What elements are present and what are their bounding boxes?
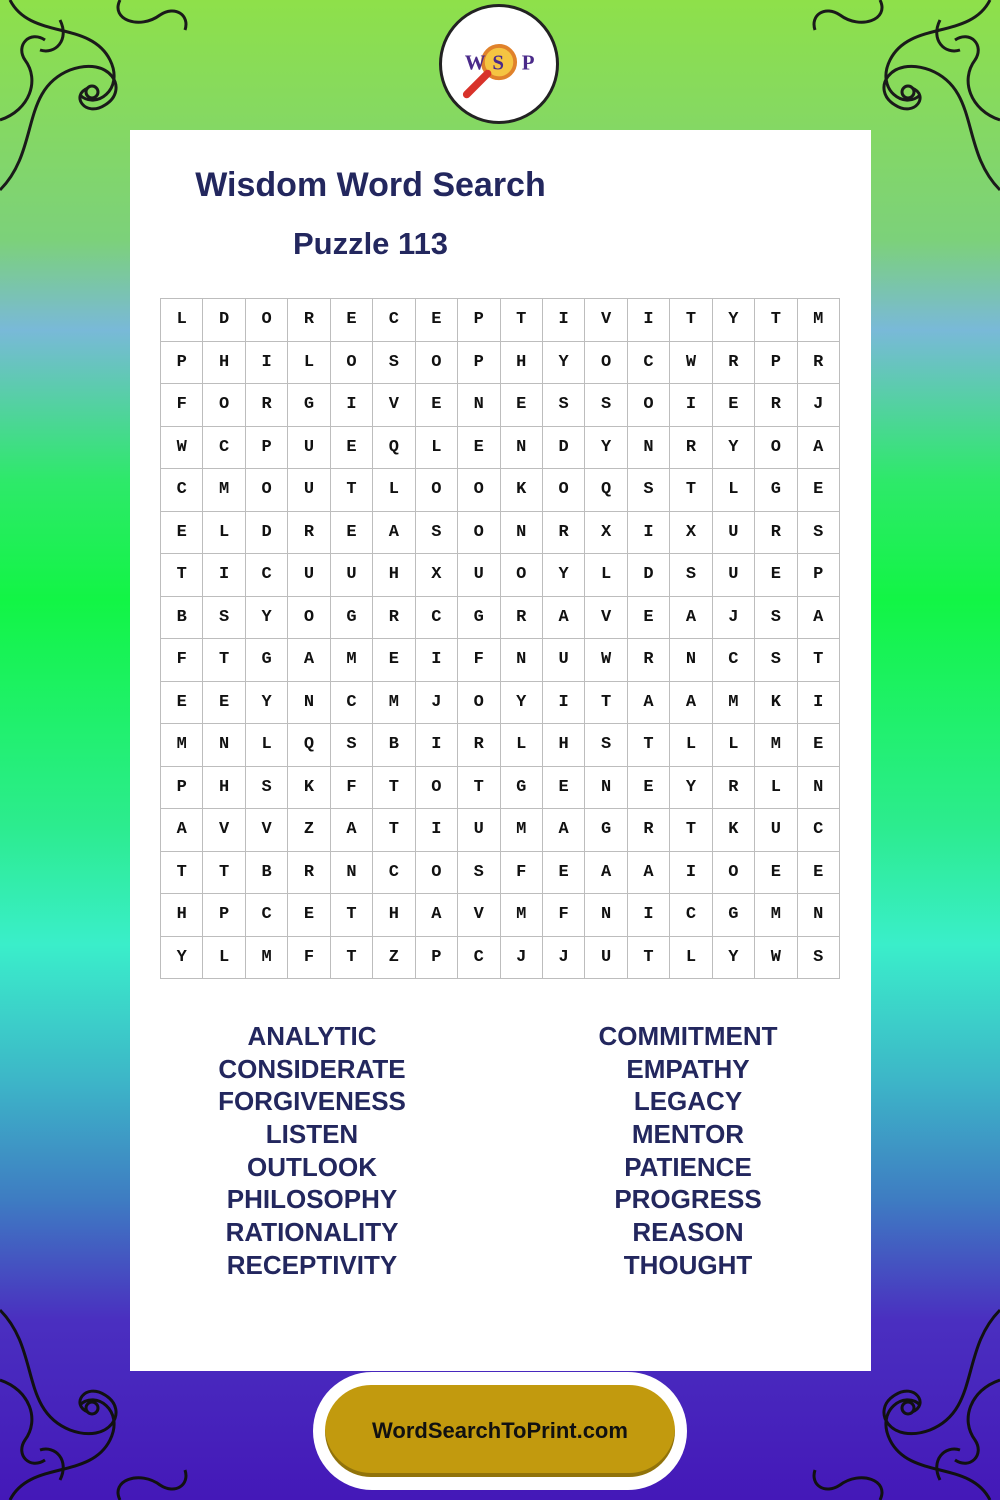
grid-cell[interactable]: Y [670, 766, 712, 809]
grid-cell[interactable]: E [797, 851, 839, 894]
grid-cell[interactable]: T [373, 809, 415, 852]
grid-cell[interactable]: M [500, 894, 542, 937]
grid-cell[interactable]: D [203, 299, 245, 342]
grid-cell[interactable]: E [373, 639, 415, 682]
grid-cell[interactable]: S [670, 554, 712, 597]
word-item: MENTOR [631, 1119, 745, 1150]
grid-cell[interactable]: P [797, 554, 839, 597]
grid-cell[interactable]: R [500, 596, 542, 639]
grid-cell[interactable]: H [161, 894, 203, 937]
grid-cell[interactable]: D [542, 426, 584, 469]
grid-cell[interactable]: T [627, 724, 669, 767]
grid-cell[interactable]: R [712, 766, 754, 809]
grid-cell[interactable]: T [585, 681, 627, 724]
grid-cell[interactable]: A [373, 511, 415, 554]
grid-cell[interactable]: N [330, 851, 372, 894]
grid-cell[interactable]: W [585, 639, 627, 682]
logo-letter-p: P [521, 50, 535, 75]
grid-cell[interactable]: W [161, 426, 203, 469]
grid-cell[interactable]: S [627, 469, 669, 512]
word-item: OUTLOOK [247, 1151, 377, 1182]
grid-cell[interactable]: S [755, 639, 797, 682]
grid-cell[interactable]: I [670, 384, 712, 427]
grid-cell[interactable]: C [670, 894, 712, 937]
grid-cell[interactable]: E [500, 384, 542, 427]
grid-cell[interactable]: C [627, 341, 669, 384]
grid-row [161, 554, 840, 597]
grid-cell[interactable]: E [542, 766, 584, 809]
grid-cell[interactable]: E [161, 511, 203, 554]
grid-cell[interactable]: V [245, 809, 287, 852]
grid-cell[interactable]: G [585, 809, 627, 852]
grid-row [161, 681, 840, 724]
grid-cell[interactable]: N [797, 766, 839, 809]
word-list-left [132, 1020, 492, 1282]
grid-cell[interactable]: N [203, 724, 245, 767]
grid-row [161, 766, 840, 809]
grid-cell[interactable]: C [415, 596, 457, 639]
grid-cell[interactable]: S [373, 341, 415, 384]
grid-cell[interactable]: T [161, 851, 203, 894]
grid-cell[interactable]: I [627, 894, 669, 937]
grid-cell[interactable]: U [288, 554, 330, 597]
grid-row [161, 426, 840, 469]
grid-cell[interactable]: O [245, 469, 287, 512]
grid-cell[interactable]: I [797, 681, 839, 724]
grid-cell[interactable]: O [330, 341, 372, 384]
grid-cell[interactable]: Y [712, 426, 754, 469]
grid-row [161, 724, 840, 767]
grid-cell[interactable]: F [288, 936, 330, 979]
grid-cell[interactable]: S [330, 724, 372, 767]
grid-cell[interactable]: L [585, 554, 627, 597]
grid-cell[interactable]: I [542, 299, 584, 342]
grid-cell[interactable]: V [203, 809, 245, 852]
grid-cell[interactable]: M [373, 681, 415, 724]
grid-cell[interactable]: Y [500, 681, 542, 724]
grid-cell[interactable]: P [161, 766, 203, 809]
grid-row [161, 384, 840, 427]
grid-cell[interactable]: R [373, 596, 415, 639]
word-item: CONSIDERATE [218, 1053, 406, 1084]
grid-cell[interactable]: A [415, 894, 457, 937]
grid-cell[interactable]: A [670, 596, 712, 639]
grid-cell[interactable]: U [458, 554, 500, 597]
grid-cell[interactable]: L [288, 341, 330, 384]
grid-cell[interactable]: H [542, 724, 584, 767]
grid-cell[interactable]: Y [712, 936, 754, 979]
grid-cell[interactable]: G [458, 596, 500, 639]
grid-cell[interactable]: C [712, 639, 754, 682]
grid-cell[interactable]: F [542, 894, 584, 937]
grid-cell[interactable]: M [712, 681, 754, 724]
grid-cell[interactable]: P [755, 341, 797, 384]
grid-cell[interactable]: G [712, 894, 754, 937]
grid-cell[interactable]: A [797, 596, 839, 639]
word-item: PHILOSOPHY [226, 1184, 398, 1215]
grid-cell[interactable]: Q [585, 469, 627, 512]
grid-cell[interactable]: E [203, 681, 245, 724]
grid-cell[interactable]: O [542, 469, 584, 512]
grid-cell[interactable]: J [500, 936, 542, 979]
word-item: ANALYTIC [247, 1021, 377, 1051]
grid-cell[interactable]: G [500, 766, 542, 809]
grid-cell[interactable]: E [542, 851, 584, 894]
grid-cell[interactable]: M [203, 469, 245, 512]
grid-cell[interactable]: R [458, 724, 500, 767]
grid-cell[interactable]: Q [288, 724, 330, 767]
grid-cell[interactable]: T [670, 469, 712, 512]
grid-cell[interactable]: H [373, 894, 415, 937]
grid-cell[interactable]: K [712, 809, 754, 852]
grid-cell[interactable]: O [203, 384, 245, 427]
grid-cell[interactable]: P [203, 894, 245, 937]
grid-row [161, 851, 840, 894]
grid-row [161, 299, 840, 342]
grid-cell[interactable]: A [670, 681, 712, 724]
grid-cell[interactable]: K [500, 469, 542, 512]
grid-cell[interactable]: Y [585, 426, 627, 469]
grid-cell[interactable]: T [203, 851, 245, 894]
grid-row [161, 894, 840, 937]
grid-cell[interactable]: D [627, 554, 669, 597]
grid-cell[interactable]: O [415, 766, 457, 809]
grid-cell[interactable]: J [797, 384, 839, 427]
grid-cell[interactable]: O [415, 851, 457, 894]
grid-cell[interactable]: Y [245, 681, 287, 724]
grid-cell[interactable]: C [203, 426, 245, 469]
grid-cell[interactable]: B [245, 851, 287, 894]
grid-cell[interactable]: L [203, 936, 245, 979]
grid-cell[interactable]: I [670, 851, 712, 894]
grid-cell[interactable]: Z [373, 936, 415, 979]
grid-cell[interactable]: E [330, 511, 372, 554]
grid-cell[interactable]: R [670, 426, 712, 469]
grid-cell[interactable]: J [712, 596, 754, 639]
grid-cell[interactable]: R [288, 851, 330, 894]
grid-cell[interactable]: F [330, 766, 372, 809]
grid-cell[interactable]: S [585, 724, 627, 767]
grid-cell[interactable]: A [627, 851, 669, 894]
grid-cell[interactable]: A [585, 851, 627, 894]
grid-cell[interactable]: T [458, 766, 500, 809]
word-item: REASON [632, 1217, 744, 1248]
grid-cell[interactable]: A [542, 596, 584, 639]
grid-cell[interactable]: R [627, 639, 669, 682]
grid-cell[interactable]: V [585, 596, 627, 639]
grid-cell[interactable]: J [542, 936, 584, 979]
grid-cell[interactable]: I [330, 384, 372, 427]
grid-cell[interactable]: I [415, 809, 457, 852]
grid-cell[interactable]: B [373, 724, 415, 767]
grid-cell[interactable]: O [458, 511, 500, 554]
word-item: RECEPTIVITY [226, 1249, 398, 1280]
word-item: PATIENCE [624, 1151, 752, 1182]
grid-cell[interactable]: U [712, 554, 754, 597]
grid-cell[interactable]: O [288, 596, 330, 639]
grid-cell[interactable]: E [797, 469, 839, 512]
puzzle-number: Puzzle 113 [292, 226, 449, 261]
grid-row [161, 511, 840, 554]
grid-cell[interactable]: W [755, 936, 797, 979]
grid-cell[interactable]: E [288, 894, 330, 937]
grid-cell[interactable]: L [500, 724, 542, 767]
grid-cell[interactable]: H [373, 554, 415, 597]
grid-cell[interactable]: U [330, 554, 372, 597]
grid-cell[interactable]: L [712, 724, 754, 767]
grid-cell[interactable]: X [670, 511, 712, 554]
grid-cell[interactable]: N [670, 639, 712, 682]
grid-cell[interactable]: L [245, 724, 287, 767]
grid-cell[interactable]: I [245, 341, 287, 384]
grid-cell[interactable]: A [330, 809, 372, 852]
grid-cell[interactable]: O [585, 341, 627, 384]
grid-cell[interactable]: T [330, 894, 372, 937]
grid-cell[interactable]: E [755, 851, 797, 894]
grid-cell[interactable]: A [797, 426, 839, 469]
grid-row [161, 639, 840, 682]
grid-cell[interactable]: G [245, 639, 287, 682]
grid-cell[interactable]: L [670, 936, 712, 979]
grid-cell[interactable]: U [288, 426, 330, 469]
grid-cell[interactable]: N [585, 894, 627, 937]
grid-cell[interactable]: E [797, 724, 839, 767]
word-item: LEGACY [633, 1086, 743, 1117]
grid-cell[interactable]: M [245, 936, 287, 979]
grid-cell[interactable]: M [755, 894, 797, 937]
grid-cell[interactable]: U [458, 809, 500, 852]
grid-cell[interactable]: M [330, 639, 372, 682]
grid-cell[interactable]: P [161, 341, 203, 384]
grid-cell[interactable]: Y [542, 341, 584, 384]
grid-cell[interactable]: P [458, 299, 500, 342]
grid-cell[interactable]: O [458, 681, 500, 724]
grid-cell[interactable]: U [288, 469, 330, 512]
grid-cell[interactable]: U [542, 639, 584, 682]
grid-cell[interactable]: J [415, 681, 457, 724]
grid-cell[interactable]: R [542, 511, 584, 554]
grid-cell[interactable]: T [670, 809, 712, 852]
grid-cell[interactable]: E [712, 384, 754, 427]
grid-cell[interactable]: A [161, 809, 203, 852]
grid-cell[interactable]: H [203, 766, 245, 809]
grid-cell[interactable]: G [288, 384, 330, 427]
grid-row [161, 596, 840, 639]
grid-cell[interactable]: Y [245, 596, 287, 639]
grid-cell[interactable]: V [373, 384, 415, 427]
grid-cell[interactable]: K [755, 681, 797, 724]
grid-cell[interactable]: V [458, 894, 500, 937]
grid-cell[interactable]: S [415, 511, 457, 554]
word-item: RATIONALITY [225, 1217, 399, 1248]
grid-cell[interactable]: H [203, 341, 245, 384]
grid-cell[interactable]: T [373, 766, 415, 809]
grid-cell[interactable]: L [373, 469, 415, 512]
grid-cell[interactable]: E [415, 299, 457, 342]
grid-cell[interactable]: R [627, 809, 669, 852]
grid-cell[interactable]: B [161, 596, 203, 639]
grid-cell[interactable]: T [330, 936, 372, 979]
grid-cell[interactable]: E [627, 766, 669, 809]
grid-cell[interactable]: I [627, 299, 669, 342]
grid-cell[interactable]: S [245, 766, 287, 809]
grid-cell[interactable]: X [585, 511, 627, 554]
grid-cell[interactable]: N [500, 511, 542, 554]
grid-cell[interactable]: R [288, 299, 330, 342]
grid-cell[interactable]: G [755, 469, 797, 512]
grid-cell[interactable]: L [203, 511, 245, 554]
grid-row [161, 341, 840, 384]
grid-cell[interactable]: O [458, 469, 500, 512]
grid-cell[interactable]: T [797, 639, 839, 682]
grid-cell[interactable]: N [627, 426, 669, 469]
grid-cell[interactable]: R [755, 384, 797, 427]
grid-cell[interactable]: E [458, 426, 500, 469]
grid-cell[interactable]: M [797, 299, 839, 342]
grid-cell[interactable]: F [161, 639, 203, 682]
grid-cell[interactable]: O [500, 554, 542, 597]
grid-cell[interactable]: O [627, 384, 669, 427]
letter-grid[interactable] [160, 298, 840, 979]
grid-cell[interactable]: T [500, 299, 542, 342]
grid-cell[interactable]: F [161, 384, 203, 427]
site-logo[interactable] [439, 4, 559, 124]
word-list-right [508, 1020, 868, 1282]
page-title: Wisdom Word Search [195, 166, 546, 204]
grid-cell[interactable]: Y [542, 554, 584, 597]
grid-cell[interactable]: C [797, 809, 839, 852]
grid-cell[interactable]: S [203, 596, 245, 639]
grid-cell[interactable]: A [542, 809, 584, 852]
grid-cell[interactable]: M [755, 724, 797, 767]
grid-cell[interactable]: A [627, 681, 669, 724]
grid-cell[interactable]: N [797, 894, 839, 937]
grid-cell[interactable]: N [288, 681, 330, 724]
logo-letter-w: W [464, 50, 486, 75]
grid-cell[interactable]: C [245, 894, 287, 937]
grid-cell[interactable]: T [161, 554, 203, 597]
grid-cell[interactable]: I [627, 511, 669, 554]
grid-cell[interactable]: L [670, 724, 712, 767]
grid-cell[interactable]: U [712, 511, 754, 554]
grid-cell[interactable]: M [500, 809, 542, 852]
grid-cell[interactable]: X [415, 554, 457, 597]
grid-cell[interactable]: N [458, 384, 500, 427]
grid-cell[interactable]: M [161, 724, 203, 767]
grid-cell[interactable]: U [755, 809, 797, 852]
grid-cell[interactable]: V [585, 299, 627, 342]
site-link-button[interactable]: WordSearchToPrint.com [325, 1385, 675, 1477]
word-item: LISTEN [265, 1119, 359, 1150]
grid-cell[interactable]: E [330, 299, 372, 342]
grid-cell[interactable]: O [245, 299, 287, 342]
grid-cell[interactable]: C [373, 851, 415, 894]
grid-cell[interactable]: O [415, 341, 457, 384]
grid-cell[interactable]: O [415, 469, 457, 512]
grid-cell[interactable]: S [797, 936, 839, 979]
grid-cell[interactable]: E [161, 681, 203, 724]
grid-cell[interactable]: G [330, 596, 372, 639]
grid-cell[interactable]: F [500, 851, 542, 894]
grid-cell[interactable]: C [161, 469, 203, 512]
grid-cell[interactable]: P [415, 936, 457, 979]
word-item: FORGIVENESS [218, 1086, 406, 1117]
word-item: COMMITMENT [598, 1021, 778, 1051]
grid-cell[interactable]: W [670, 341, 712, 384]
grid-cell[interactable]: H [500, 341, 542, 384]
grid-cell[interactable]: U [585, 936, 627, 979]
logo-letter-s: S [492, 50, 504, 75]
grid-cell[interactable]: F [458, 639, 500, 682]
grid-cell[interactable]: R [712, 341, 754, 384]
grid-cell[interactable]: S [755, 596, 797, 639]
grid-cell[interactable]: E [330, 426, 372, 469]
grid-cell[interactable]: R [288, 511, 330, 554]
word-item: THOUGHT [623, 1249, 753, 1280]
grid-cell[interactable]: N [500, 639, 542, 682]
grid-cell[interactable]: T [670, 299, 712, 342]
grid-cell[interactable]: E [627, 596, 669, 639]
grid-cell[interactable]: R [755, 511, 797, 554]
grid-cell[interactable]: K [288, 766, 330, 809]
grid-row [161, 469, 840, 512]
grid-cell[interactable]: T [627, 936, 669, 979]
word-item: EMPATHY [626, 1053, 750, 1084]
grid-cell[interactable]: I [415, 639, 457, 682]
grid-cell[interactable]: L [755, 766, 797, 809]
grid-cell[interactable]: A [288, 639, 330, 682]
grid-cell[interactable]: Y [161, 936, 203, 979]
grid-row [161, 936, 840, 979]
grid-cell[interactable]: D [245, 511, 287, 554]
grid-row [161, 809, 840, 852]
grid-cell[interactable]: O [755, 426, 797, 469]
grid-cell[interactable]: E [415, 384, 457, 427]
grid-cell[interactable]: S [458, 851, 500, 894]
grid-cell[interactable]: Z [288, 809, 330, 852]
grid-cell[interactable]: L [161, 299, 203, 342]
grid-cell[interactable]: L [415, 426, 457, 469]
grid-cell[interactable]: I [542, 681, 584, 724]
grid-cell[interactable]: N [585, 766, 627, 809]
grid-cell[interactable]: P [245, 426, 287, 469]
word-item: PROGRESS [614, 1184, 762, 1215]
grid-cell[interactable]: T [203, 639, 245, 682]
grid-cell[interactable]: E [755, 554, 797, 597]
grid-cell[interactable]: Q [373, 426, 415, 469]
grid-cell[interactable]: C [330, 681, 372, 724]
grid-cell[interactable]: S [585, 384, 627, 427]
grid-cell[interactable]: O [712, 851, 754, 894]
grid-cell[interactable]: Y [712, 299, 754, 342]
grid-cell[interactable]: I [415, 724, 457, 767]
grid-cell[interactable]: N [500, 426, 542, 469]
grid-cell[interactable]: R [797, 341, 839, 384]
grid-cell[interactable]: S [797, 511, 839, 554]
grid-cell[interactable]: L [712, 469, 754, 512]
grid-cell[interactable]: I [203, 554, 245, 597]
grid-cell[interactable]: C [373, 299, 415, 342]
grid-cell[interactable]: P [458, 341, 500, 384]
grid-cell[interactable]: S [542, 384, 584, 427]
grid-cell[interactable]: C [245, 554, 287, 597]
grid-cell[interactable]: T [330, 469, 372, 512]
grid-cell[interactable]: T [755, 299, 797, 342]
grid-cell[interactable]: C [458, 936, 500, 979]
grid-cell[interactable]: R [245, 384, 287, 427]
